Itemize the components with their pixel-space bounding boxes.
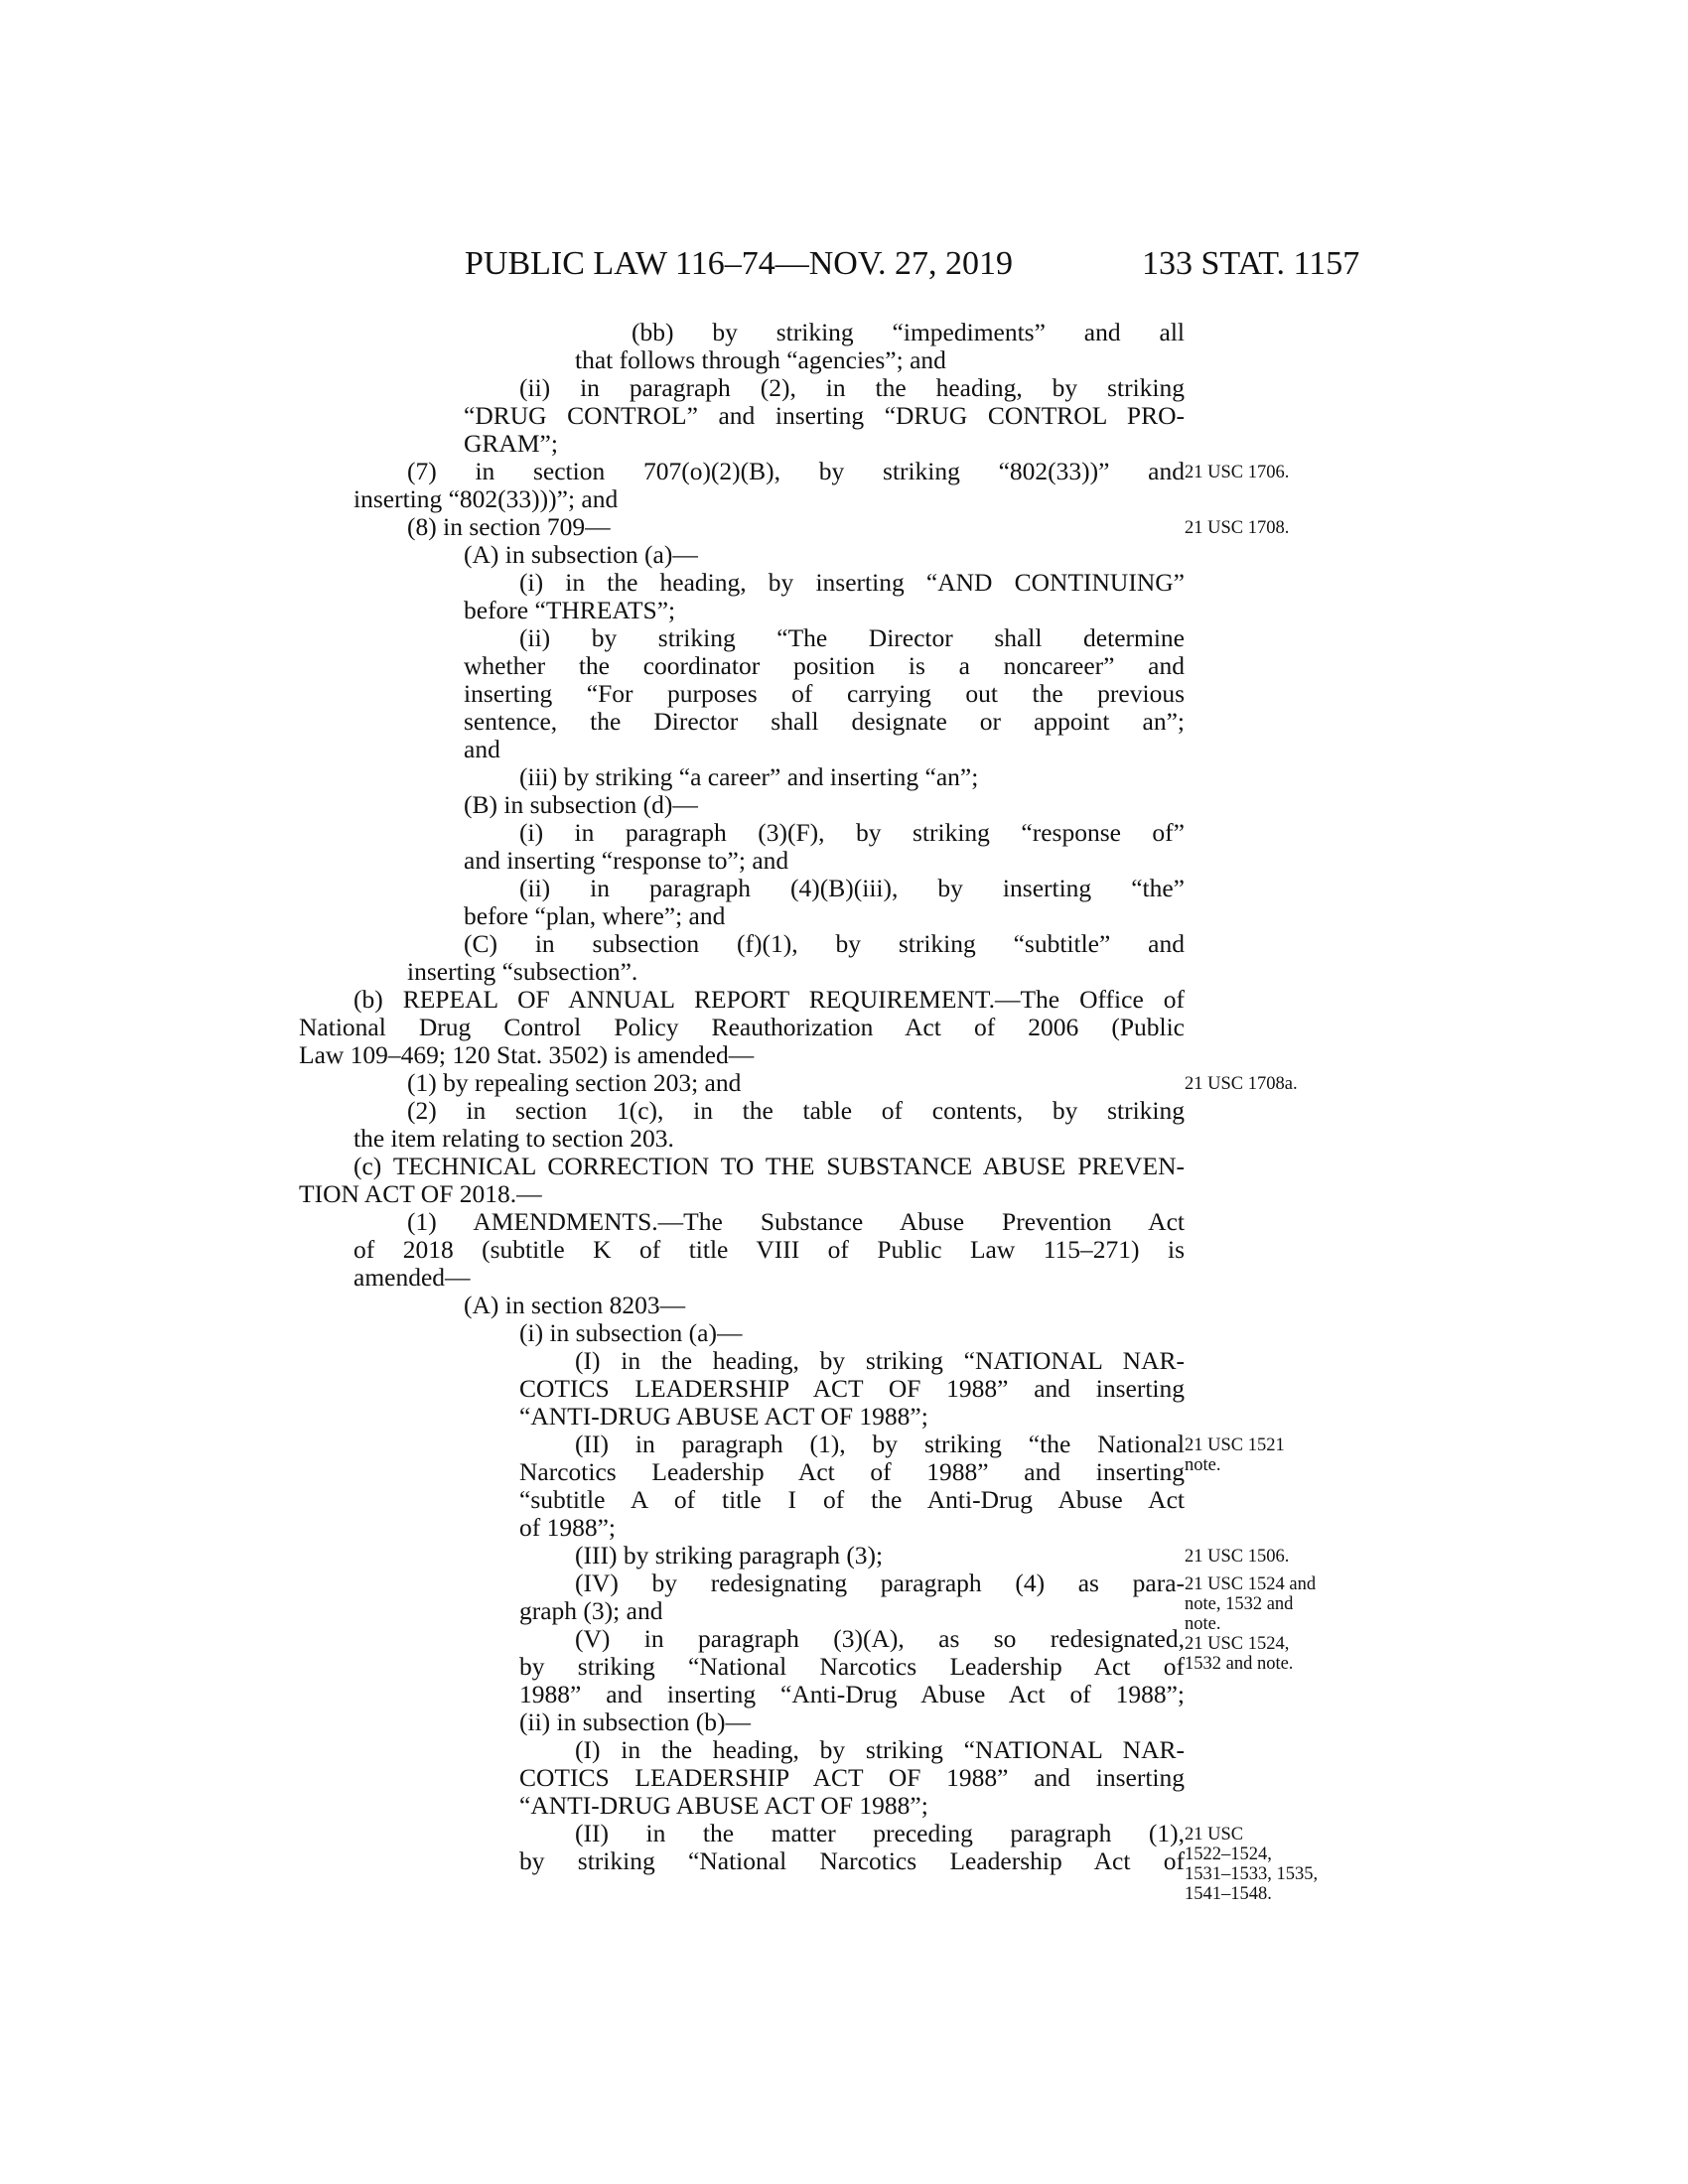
margin-note: 21 USC — [1185, 1825, 1244, 1844]
body-line: (A) in subsection (a)— — [464, 540, 698, 569]
body-line: by striking “National Narcotics Leadership Act of — [519, 1846, 1185, 1875]
body-line: (8) in section 709— — [407, 512, 611, 541]
body-line: (i) in the heading, by inserting “AND CONTINUING” — [519, 568, 1185, 597]
body-line: (II) in paragraph (1), by striking “the National — [575, 1430, 1185, 1458]
body-line: by striking “National Narcotics Leadership Act of — [519, 1652, 1185, 1681]
body-line: inserting “For purposes of carrying out the previous — [464, 679, 1185, 708]
body-line: (ii) in subsection (b)— — [519, 1707, 751, 1736]
body-line: (iii) by striking “a career” and inserting “an”; — [519, 762, 979, 791]
body-line: (i) in subsection (a)— — [519, 1318, 743, 1347]
body-line: National Drug Control Policy Reauthorization Act of 2006 (Public — [299, 1013, 1185, 1041]
margin-note: 1541–1548. — [1185, 1884, 1272, 1904]
body-line: COTICS LEADERSHIP ACT OF 1988” and inserting — [519, 1374, 1185, 1403]
margin-note: note. — [1185, 1614, 1221, 1634]
body-line: (V) in paragraph (3)(A), as so redesignated, — [575, 1624, 1185, 1653]
body-line: (I) in the heading, by striking “NATIONAL NAR- — [575, 1735, 1185, 1764]
body-line: (IV) by redesignating paragraph (4) as para- — [575, 1569, 1185, 1597]
margin-note: 21 USC 1524, — [1185, 1634, 1290, 1654]
margin-note: note. — [1185, 1455, 1221, 1475]
margin-note: note, 1532 and — [1185, 1594, 1294, 1614]
page-header-stat: 133 STAT. 1157 — [1142, 245, 1360, 282]
body-line: that follows through “agencies”; and — [575, 345, 946, 374]
body-line: the item relating to section 203. — [353, 1124, 674, 1153]
body-line: (1) AMENDMENTS.—The Substance Abuse Prevention Act — [407, 1207, 1185, 1236]
body-line: COTICS LEADERSHIP ACT OF 1988” and inserting — [519, 1763, 1185, 1792]
body-line: graph (3); and — [519, 1596, 663, 1625]
body-line: (i) in paragraph (3)(F), by striking “response of” — [519, 818, 1185, 847]
body-line: (b) REPEAL OF ANNUAL REPORT REQUIREMENT.—The Office of — [353, 985, 1185, 1014]
body-line: of 2018 (subtitle K of title VIII of Public Law 115–271) is — [353, 1235, 1185, 1264]
page-header-title: PUBLIC LAW 116–74—NOV. 27, 2019 — [465, 245, 1014, 282]
body-line: (ii) by striking “The Director shall determine — [519, 623, 1185, 652]
body-line: (I) in the heading, by striking “NATIONAL NAR- — [575, 1346, 1185, 1375]
body-line: (A) in section 8203— — [464, 1291, 686, 1319]
body-line: whether the coordinator position is a noncareer” and — [464, 651, 1185, 680]
margin-note: 1531–1533, 1535, — [1185, 1864, 1319, 1884]
body-line: (bb) by striking “impediments” and all — [632, 318, 1185, 346]
body-line: of 1988”; — [519, 1513, 617, 1542]
margin-note: 21 USC 1521 — [1185, 1435, 1285, 1455]
margin-note: 21 USC 1708. — [1185, 518, 1290, 538]
body-line: inserting “subsection”. — [407, 957, 638, 986]
body-line: Law 109–469; 120 Stat. 3502) is amended— — [299, 1040, 755, 1069]
body-line: (c) TECHNICAL CORRECTION TO THE SUBSTANCE ABUSE PREVEN- — [353, 1152, 1185, 1180]
body-line: “ANTI-DRUG ABUSE ACT OF 1988”; — [519, 1791, 928, 1820]
body-line: GRAM”; — [464, 429, 558, 458]
body-line: amended— — [353, 1263, 471, 1292]
margin-note: 1522–1524, — [1185, 1844, 1272, 1864]
margin-note: 1532 and note. — [1185, 1654, 1294, 1674]
body-line: (II) in the matter preceding paragraph (1), — [575, 1819, 1185, 1847]
margin-note: 21 USC 1524 and — [1185, 1574, 1317, 1594]
body-line: (ii) in paragraph (2), in the heading, by striking — [519, 373, 1185, 402]
body-line: and — [464, 735, 500, 763]
body-line: before “THREATS”; — [464, 596, 676, 624]
body-line: Narcotics Leadership Act of 1988” and inserting — [519, 1457, 1185, 1486]
margin-note: 21 USC 1506. — [1185, 1547, 1290, 1567]
body-line: (7) in section 707(o)(2)(B), by striking “802(33))” and — [407, 457, 1185, 485]
body-line: 1988” and inserting “Anti-Drug Abuse Act of 1988”; — [519, 1680, 1185, 1708]
body-line: (ii) in paragraph (4)(B)(iii), by inserting “the” — [519, 874, 1185, 902]
body-line: (1) by repealing section 203; and — [407, 1068, 742, 1097]
body-line: (B) in subsection (d)— — [464, 790, 698, 819]
body-line: sentence, the Director shall designate or appoint an”; — [464, 707, 1185, 736]
body-line: and inserting “response to”; and — [464, 846, 789, 875]
body-line: (III) by striking paragraph (3); — [575, 1541, 884, 1570]
body-line: (C) in subsection (f)(1), by striking “subtitle” and — [464, 929, 1185, 958]
body-line: (2) in section 1(c), in the table of contents, by striking — [407, 1096, 1185, 1125]
body-line: TION ACT OF 2018.— — [299, 1179, 542, 1208]
body-line: inserting “802(33)))”; and — [353, 484, 619, 513]
body-line: “ANTI-DRUG ABUSE ACT OF 1988”; — [519, 1402, 928, 1431]
body-line: “DRUG CONTROL” and inserting “DRUG CONTROL PRO- — [464, 401, 1185, 430]
body-line: “subtitle A of title I of the Anti-Drug Abuse Act — [519, 1485, 1185, 1514]
body-line: before “plan, where”; and — [464, 901, 726, 930]
margin-note: 21 USC 1706. — [1185, 463, 1290, 482]
margin-note: 21 USC 1708a. — [1185, 1074, 1298, 1094]
